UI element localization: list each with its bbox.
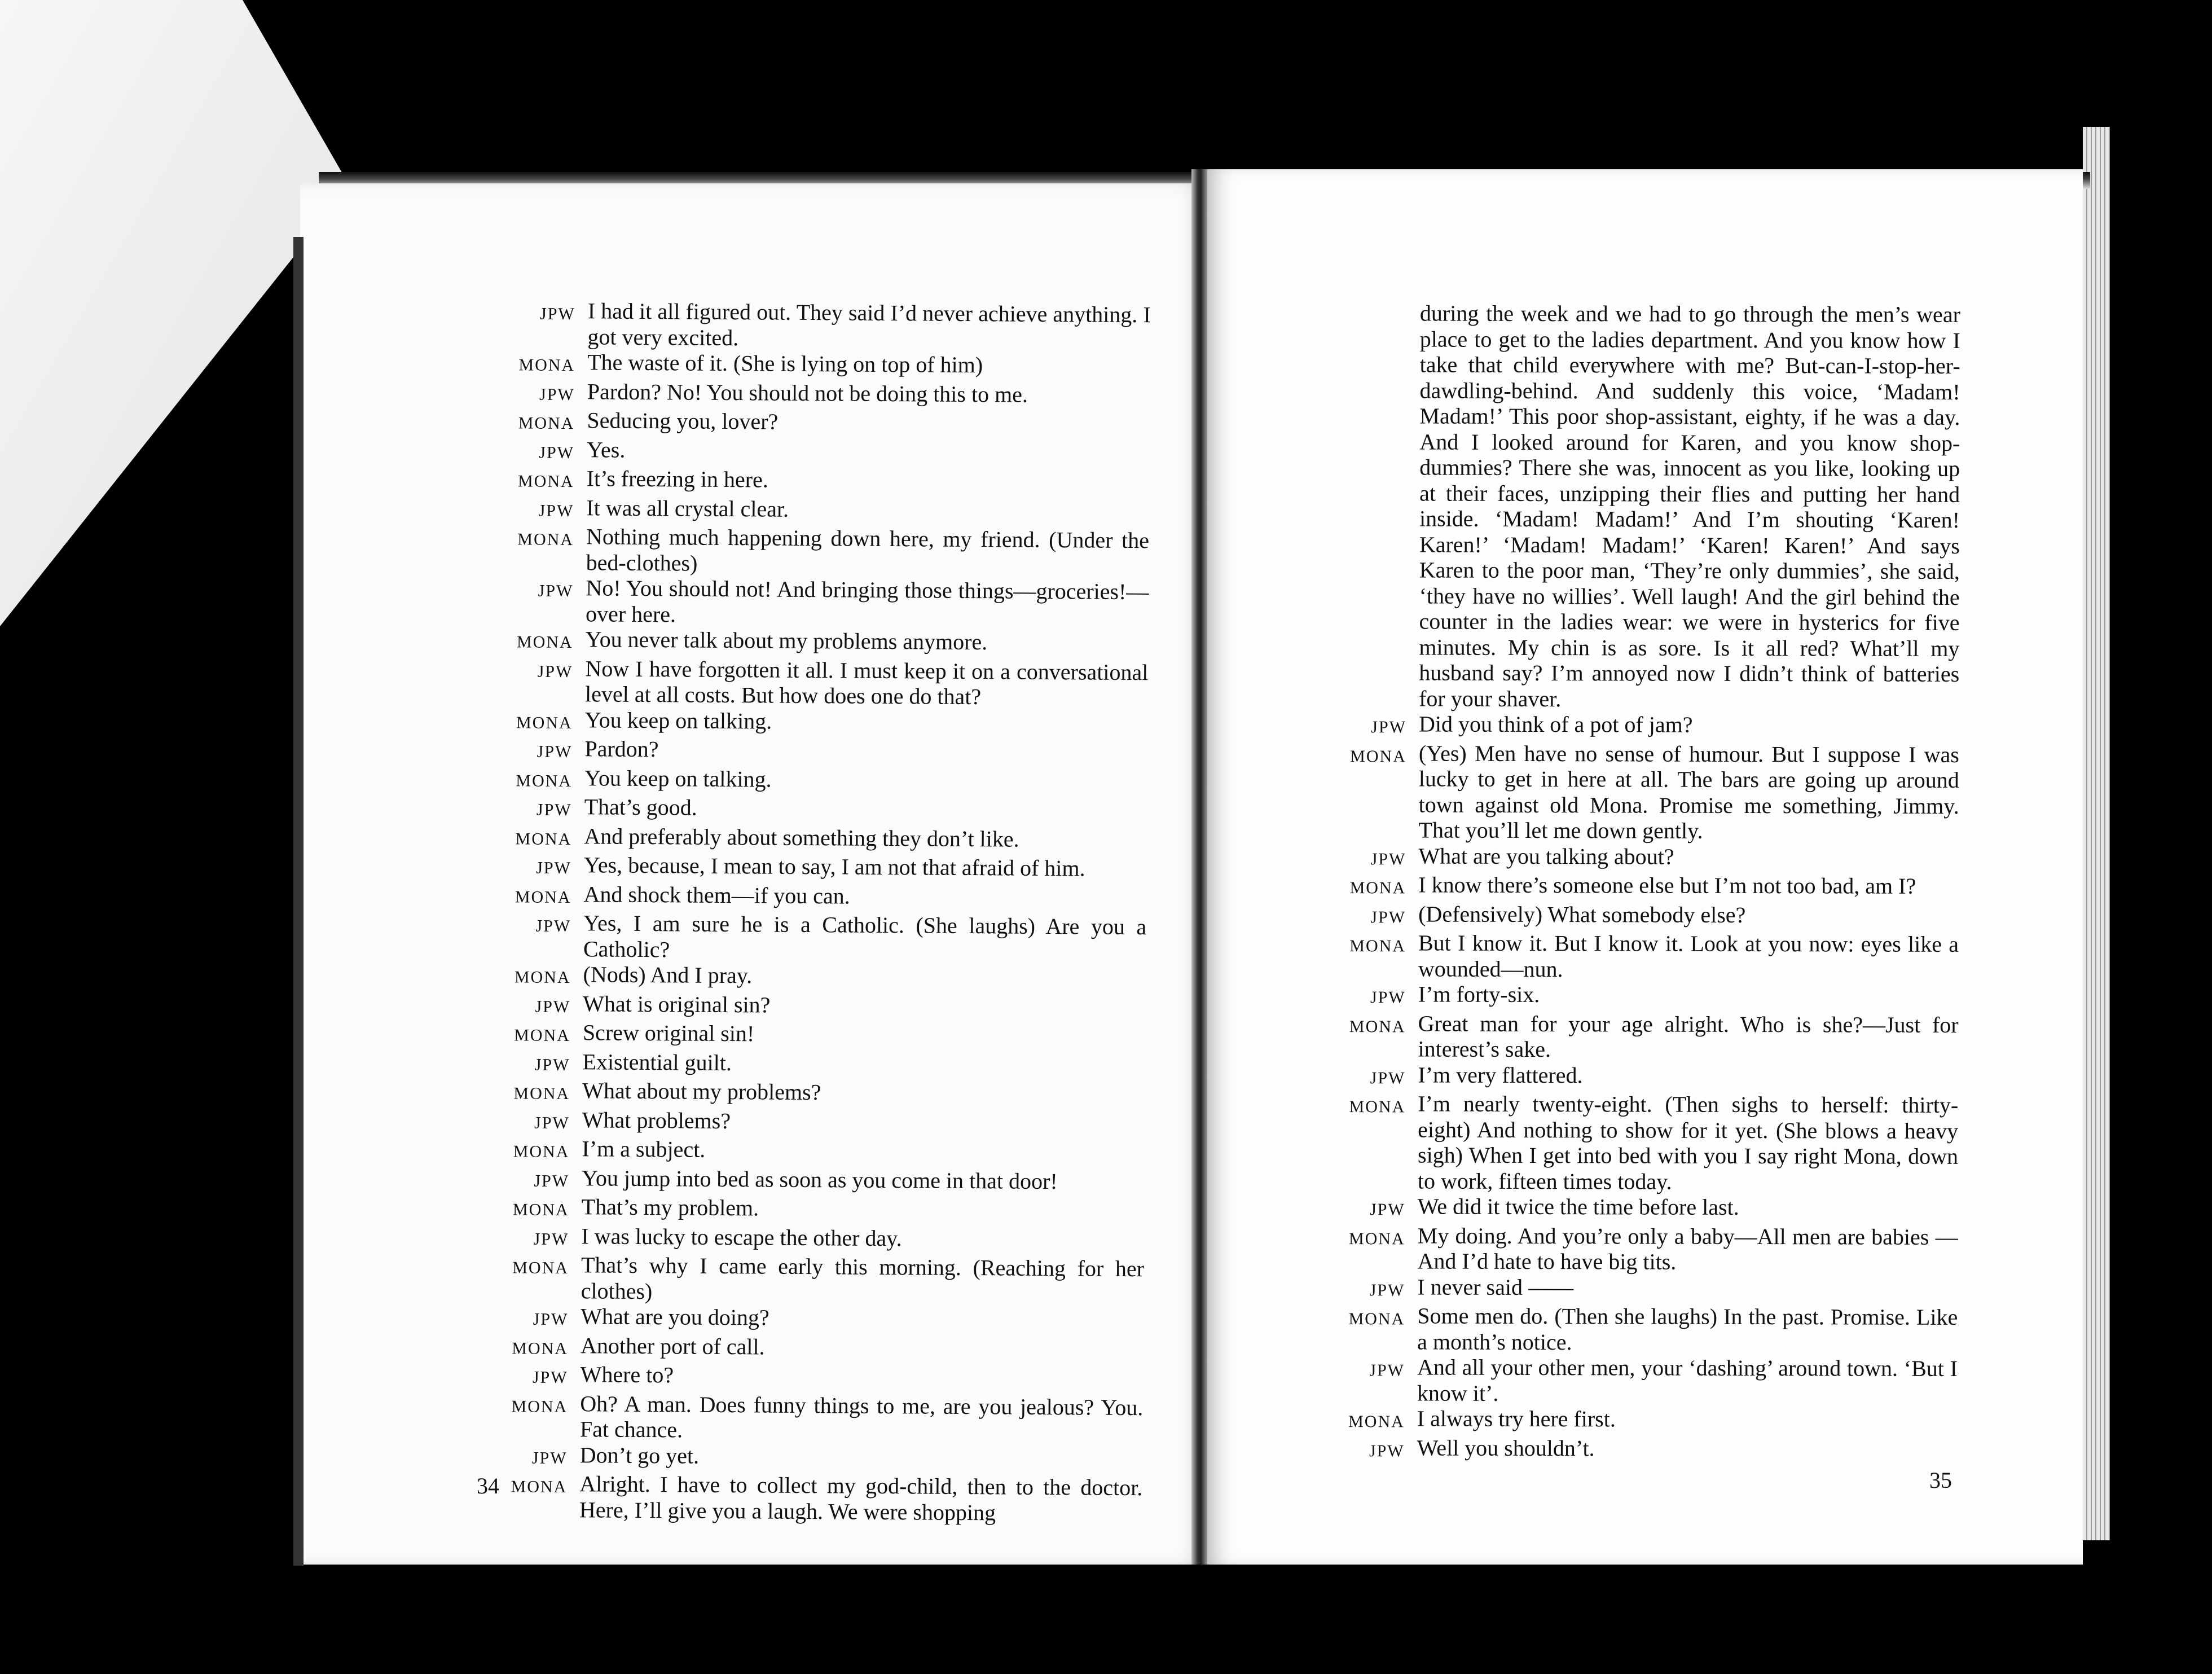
dialogue-line (478, 1303, 1144, 1337)
speech-text: You never talk about my problems anymore. (585, 626, 988, 655)
dialogue-line (484, 407, 1150, 441)
dialogue-line (484, 465, 1150, 499)
speaker-name: MONA (518, 355, 575, 375)
speech-text: Seducing you, lover? (587, 407, 779, 434)
dialogue-line (481, 880, 1146, 914)
speaker-name: MONA (516, 771, 573, 790)
dialogue-line (480, 1106, 1145, 1140)
speech-text: My doing. And you’re only a baby—All men are babies —And I’d hate to have big tits. (1417, 1222, 1958, 1275)
book-spine (1191, 169, 1207, 1565)
dialogue-line (481, 910, 1147, 965)
speech-text: That’s good. (584, 794, 697, 820)
speaker-name: JPW (1369, 1280, 1405, 1299)
dialogue-line (482, 735, 1147, 769)
speaker-name (1317, 300, 1420, 304)
speaker-name: JPW (535, 916, 571, 936)
dialogue-line (1316, 711, 1959, 741)
speaker-name: MONA (513, 1142, 570, 1162)
dialogue-line (485, 297, 1151, 353)
dialogue-line (482, 654, 1149, 710)
speech-text: Oh? A man. Does funny things to me, are you jealous? You. Fat chance. (579, 1390, 1144, 1443)
speech-text: But I know it. But I know it. Look at you now: eyes like a wounded—nun. (1418, 930, 1959, 982)
speech-text: Some men do. (Then she laughs) In the past. Promise. Like a month’s notice. (1417, 1303, 1958, 1355)
dialogue-line (478, 1251, 1145, 1307)
speaker-name: JPW (534, 1171, 570, 1190)
speaker-name: JPW (531, 1448, 568, 1468)
speech-text: And preferably about something they don’t like. (584, 823, 1019, 852)
dialogue-line (1314, 1354, 1958, 1407)
speaker-name: JPW (538, 501, 574, 520)
speaker-name: JPW (534, 1055, 570, 1074)
speech-text: That’s why I came early this morning. (Reaching for her clothes) (581, 1252, 1145, 1304)
speech-text: We did it twice the time before last. (1417, 1193, 1739, 1220)
speaker-name: MONA (1349, 1097, 1406, 1117)
dialogue-line (1314, 1222, 1958, 1275)
dialogue-line (479, 1135, 1145, 1169)
speaker-name: MONA (511, 1477, 568, 1497)
speaker-name: MONA (516, 713, 573, 732)
dialogue-line (480, 1019, 1146, 1053)
speech-text: Don’t go yet. (579, 1442, 700, 1469)
speech-text: Alright. I have to collect my god-child, then to the doctor. Here, I’ll give you a laugh. We were shopping (579, 1471, 1143, 1525)
dialogue-line (482, 764, 1147, 798)
dialogue-line (477, 1361, 1143, 1395)
speech-text: What about my problems? (582, 1078, 821, 1105)
speech-text: No! You should not! And bringing those things—groceries!—over here. (585, 575, 1149, 627)
speaker-name: JPW (539, 385, 575, 404)
speech-text: And shock them—if you can. (583, 881, 850, 909)
speech-text: Great man for your age alright. Who is she?—Just for interest’s sake. (1418, 1010, 1959, 1062)
speech-text: (Nods) And I pray. (583, 961, 753, 988)
speech-text: Now I have forgotten it all. I must keep it on a conversational level at all costs. But how does one do that? (584, 655, 1149, 710)
speech-text: Existential guilt. (582, 1048, 732, 1075)
speaker-name: MONA (516, 632, 573, 652)
speech-text: You keep on talking. (584, 706, 772, 734)
speaker-name: JPW (539, 443, 575, 462)
speaker-name: MONA (514, 1026, 570, 1045)
dialogue-line (1315, 1193, 1958, 1224)
dialogue-line (485, 377, 1150, 411)
left-page-edge (293, 237, 304, 1566)
dialogue-line (483, 626, 1149, 660)
speaker-name: MONA (1349, 1017, 1406, 1036)
dialogue-line (1314, 1303, 1958, 1356)
speaker-name: JPW (536, 800, 572, 820)
dialogue-line (483, 523, 1150, 579)
left-page-dialogue (477, 297, 1151, 1526)
speech-text: I’m very flattered. (1418, 1061, 1583, 1088)
page-edges (2083, 127, 2110, 1540)
dialogue-line (1314, 1434, 1958, 1465)
speech-text: What is original sin? (583, 990, 771, 1018)
speaker-name: JPW (1369, 1441, 1405, 1460)
dialogue-line (1316, 740, 1959, 844)
speech-text: What are you talking about? (1418, 842, 1674, 869)
dialogue-line (1316, 842, 1959, 873)
dialogue-line (1315, 1091, 1958, 1195)
speaker-name: MONA (514, 968, 571, 987)
speech-text: Screw original sin! (582, 1020, 755, 1047)
speaker-name: JPW (1370, 1200, 1405, 1219)
right-page-dialogue (1314, 300, 1960, 1465)
speaker-name: MONA (1348, 1310, 1405, 1329)
speech-text: The waste of it. (She is lying on top of him) (587, 349, 983, 378)
speech-text: I’m nearly twenty-eight. (Then sighs to herself: thirty-eight) And nothing to show for it yet. (She blows a heavy sigh) When I get into bed with you I say right Mona, down to work, fifteen times today. (1417, 1091, 1959, 1194)
speech-text: I know there’s someone else but I’m not too bad, am I? (1418, 872, 1916, 899)
dialogue-line (483, 574, 1149, 630)
speech-text: I always try here first. (1417, 1405, 1616, 1432)
speaker-name: MONA (1348, 1412, 1405, 1431)
speech-text: I was lucky to escape the other day. (581, 1223, 902, 1251)
speaker-name: JPW (1370, 907, 1406, 926)
speaker-name: MONA (518, 414, 575, 433)
speaker-name: JPW (1370, 1068, 1406, 1087)
speaker-name: MONA (512, 1258, 569, 1278)
dialogue-line (477, 1470, 1143, 1526)
dialogue-line (477, 1441, 1142, 1475)
speech-text: Another port of call. (580, 1332, 765, 1360)
speech-text: It’s freezing in here. (586, 465, 768, 493)
dialogue-line (478, 1332, 1144, 1365)
speaker-name: MONA (512, 1338, 569, 1358)
dialogue-line (479, 1164, 1145, 1198)
speaker-name: JPW (532, 1368, 568, 1387)
dialogue-line (1315, 1010, 1958, 1063)
speech-text: Yes. (586, 436, 626, 463)
dialogue-line (480, 1048, 1145, 1082)
speaker-name: MONA (511, 1396, 568, 1416)
speaker-name: MONA (513, 1084, 570, 1104)
page-number-left: 34 (477, 1473, 499, 1499)
dialogue-line (485, 349, 1150, 383)
speaker-name: JPW (539, 304, 575, 324)
speech-text: You keep on talking. (584, 764, 772, 792)
speech-text: That’s my problem. (581, 1194, 759, 1221)
dialogue-line (481, 822, 1147, 856)
speaker-name: JPW (535, 997, 571, 1016)
speech-text: Well you shouldn’t. (1417, 1434, 1595, 1461)
dialogue-line (482, 793, 1147, 827)
dialogue-line (478, 1222, 1144, 1256)
speech-text: And all your other men, your ‘dashing’ around town. ‘But I know it’. (1417, 1354, 1958, 1406)
dialogue-line (1316, 981, 1959, 1012)
dialogue-line (479, 1193, 1145, 1227)
speech-text: Yes, because, I mean to say, I am not that afraid of him. (583, 852, 1085, 881)
speech-text: Pardon? No! You should not be doing this to me. (587, 378, 1028, 407)
speaker-name: JPW (1369, 1361, 1405, 1380)
speaker-name: MONA (514, 887, 571, 907)
dialogue-line (481, 851, 1147, 885)
speech-text: Where to? (580, 1361, 674, 1388)
dialogue-line (480, 1077, 1145, 1111)
speech-text: Nothing much happening down here, my friend. (Under the bed-clothes) (586, 524, 1150, 576)
speaker-name: JPW (533, 1229, 569, 1249)
speech-text: Pardon? (584, 736, 659, 762)
dialogue-line (480, 990, 1146, 1023)
dialogue-line (1316, 930, 1959, 983)
speech-text: What are you doing? (581, 1303, 769, 1330)
speaker-name: JPW (1370, 988, 1406, 1007)
dialogue-line (1316, 872, 1959, 902)
speech-text: Did you think of a pot of jam? (1418, 711, 1693, 737)
speaker-name: JPW (1371, 718, 1407, 737)
speaker-name: MONA (1349, 878, 1406, 898)
dialogue-line (1314, 1273, 1958, 1304)
speech-text: You jump into bed as soon as you come in that door! (581, 1165, 1058, 1194)
speaker-name: MONA (1349, 937, 1406, 956)
speaker-name: JPW (536, 742, 573, 762)
speech-text: I had it all figured out. They said I’d never achieve anything. I got very excited. (587, 298, 1151, 350)
dialogue-line (1316, 900, 1959, 931)
page-number-right: 35 (1929, 1468, 1952, 1493)
speech-text: during the week and we had to go through the men’s wear place to get to the ladies department. And you know how I take that child everywhere with me? But-can-I-stop-her-dawdling-behind. And suddenly this voice, ‘Madam! Madam!’ This poor shop-assistant, eighty, if he was a day. And I looked around for Karen, and you know shop-dummies? There she was, innocent as you like, looking up at their faces, unzipping their flies and putting her hand inside. ‘Madam! Madam!’ And I’m shouting ‘Karen! Karen!’ ‘Madam! Madam!’ ‘Karen! Karen!’ And says Karen to the poor man, ‘They’re only dummies’, she said, ‘they have no willies’. Well laugh! And the girl behind the counter in the ladies wear: we were in hysterics for five minutes. My chin is as sore. Is it all red? What’ll my husband say? I’m annoyed now I didn’t think of batteries for your shaver. (1419, 300, 1960, 711)
dialogue-line (1315, 1061, 1958, 1092)
speech-text: (Defensively) What somebody else? (1418, 900, 1746, 928)
dialogue-line (1314, 1405, 1958, 1436)
speaker-name: JPW (536, 858, 572, 878)
speaker-name: MONA (517, 530, 574, 550)
speaker-name: JPW (1370, 849, 1406, 868)
speech-text: Yes, I am sure he is a Catholic. (She laughs) Are you a Catholic? (583, 910, 1147, 962)
speaker-name: JPW (533, 1310, 569, 1329)
dialogue-line (1316, 300, 1960, 713)
dialogue-line (482, 706, 1148, 740)
speech-text: What problems? (582, 1106, 731, 1133)
dialogue-line (477, 1390, 1144, 1445)
speaker-name: MONA (1350, 746, 1406, 766)
speaker-name: JPW (538, 581, 574, 601)
dialogue-line (480, 961, 1146, 995)
speaker-name: MONA (515, 829, 572, 849)
speaker-name: MONA (512, 1200, 569, 1220)
dialogue-line (484, 436, 1150, 469)
speaker-name: JPW (537, 662, 573, 681)
speech-text: I’m a subject. (582, 1136, 706, 1162)
speech-text: I’m forty-six. (1418, 981, 1540, 1008)
dialogue-line (483, 494, 1149, 528)
speech-text: I never said —— (1417, 1273, 1574, 1300)
speech-text: (Yes) Men have no sense of humour. But I suppose I was lucky to get in here at all. The bars are going up around town against old Mona. Promise me something, Jimmy. That you’ll let me down gently. (1418, 740, 1959, 843)
speech-text: It was all crystal clear. (586, 494, 789, 522)
speaker-name: MONA (1348, 1229, 1405, 1248)
speaker-name: MONA (517, 472, 574, 491)
speaker-name: JPW (534, 1113, 570, 1132)
